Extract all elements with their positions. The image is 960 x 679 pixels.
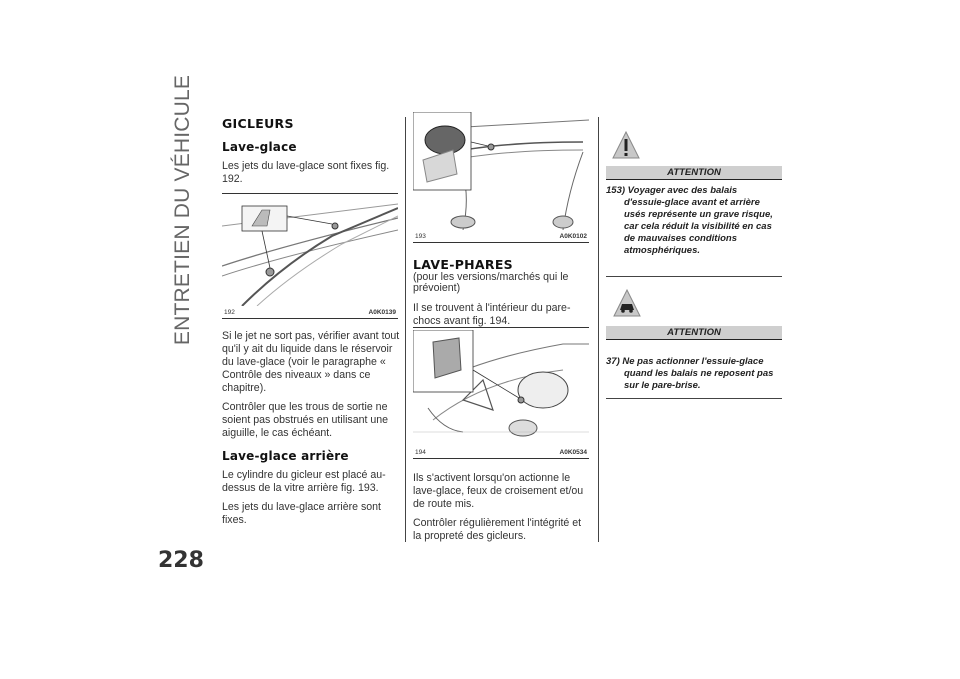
subheading-lave-glace: Lave-glace (222, 140, 297, 154)
paragraph: Si le jet ne sort pas, vérifier avant tout qu'il y ait du liquide dans le réservoir du lave-glace (voir le paragraphe « Contrôle des niveaux » dans ce chapitre). (222, 330, 400, 394)
figure-194 (413, 327, 589, 459)
column-2-middle (413, 257, 591, 328)
warning-text (606, 356, 780, 392)
paragraph: Il se trouvent à l'intérieur du pare-chocs avant fig. 194. (413, 302, 571, 327)
paragraph: Ils s'activent lorsqu'on actionne le lave-glace, feux de croisement et/ou de route mis. (413, 472, 584, 510)
figure-code: A0K0139 (368, 309, 396, 316)
column-1 (222, 116, 400, 186)
figure-number: 194 (415, 449, 426, 456)
warning-box-bottom (606, 276, 782, 277)
paragraph: Le cylindre du gicleur est placé au-dessus de la vitre arrière fig. 193. (222, 469, 386, 494)
figure-number: 192 (224, 309, 235, 316)
heading-note: (pour les versions/marchés qui le prévoient) (413, 271, 569, 294)
warning-title: ATTENTION (606, 326, 782, 340)
column-2-lower (413, 472, 591, 543)
chapter-side-title (158, 74, 208, 346)
paragraph: Les jets du lave-glace sont fixes fig. 192. (222, 160, 390, 185)
headlamp-washer-illustration (413, 330, 589, 446)
figure-code: A0K0534 (559, 449, 587, 456)
warning-text-body: 153) Voyager avec des balais d'essuie-glace avant et arrière usés représente un grave risque, car cela réduit la visibilité en cas de mauvaises conditions atmosphériques. (606, 185, 773, 256)
rear-window-illustration (413, 112, 589, 230)
windshield-washer-illustration (222, 196, 398, 306)
figure-192 (222, 193, 398, 319)
column-divider (598, 117, 599, 542)
warning-triangle-icon (612, 130, 640, 160)
paragraph: Contrôler régulièrement l'intégrité et la propreté des gicleurs. (413, 517, 582, 542)
section-heading-gicleurs: GICLEURS (222, 116, 294, 131)
section-heading-lave-phares: LAVE-PHARES (413, 257, 513, 272)
figure-code: A0K0102 (559, 233, 587, 240)
column-divider (405, 117, 406, 542)
page-number: 228 (158, 548, 204, 573)
paragraph: Contrôler que les trous de sortie ne soient pas obstrués en utilisant une aiguille, le cas échéant. (222, 401, 389, 439)
subheading-lave-glace-arriere: Lave-glace arrière (222, 449, 349, 463)
figure-193 (413, 112, 589, 243)
warning-box-bottom (606, 398, 782, 399)
column-1-lower (222, 330, 400, 527)
warning-text-body: 37) Ne pas actionner l'essuie-glace quand les balais ne reposent pas sur le pare-brise. (606, 356, 774, 391)
warning-text (606, 185, 780, 257)
paragraph: Les jets du lave-glace arrière sont fixes. (222, 501, 381, 526)
chapter-title: ENTRETIEN DU VÉHICULE (171, 74, 194, 346)
figure-number: 193 (415, 233, 426, 240)
car-caution-icon (613, 288, 641, 318)
warning-title: ATTENTION (606, 166, 782, 180)
